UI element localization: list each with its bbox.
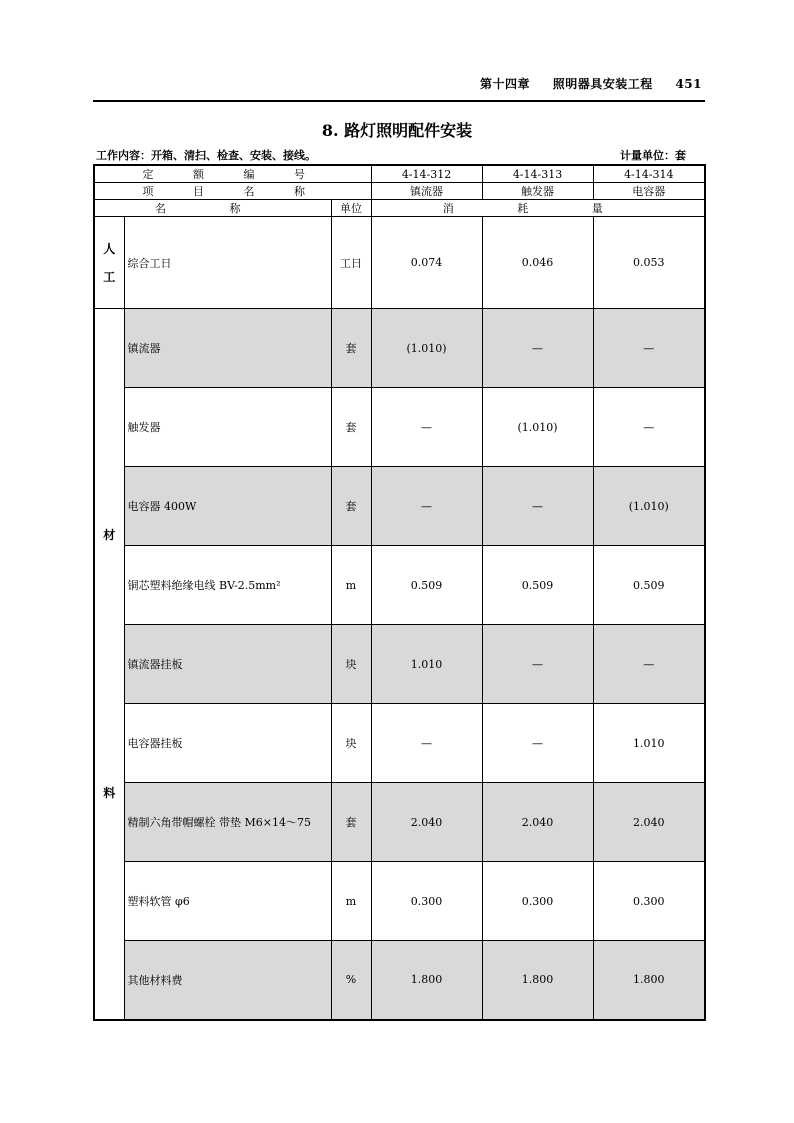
labor-value-1: 0.074 bbox=[371, 217, 482, 309]
header-rule bbox=[93, 100, 705, 102]
material-value: 2.040 bbox=[593, 783, 705, 862]
material-name: 镇流器挂板 bbox=[124, 625, 331, 704]
table-row bbox=[94, 388, 705, 467]
page-number: 451 bbox=[675, 77, 702, 91]
material-unit: 套 bbox=[331, 309, 371, 388]
table-row bbox=[94, 941, 705, 1020]
labor-row bbox=[94, 217, 705, 309]
material-value: 0.509 bbox=[593, 546, 705, 625]
item-name-label: 项 目 名 称 bbox=[94, 183, 371, 200]
labor-value-2: 0.046 bbox=[482, 217, 593, 309]
labor-name: 综合工日 bbox=[124, 217, 331, 309]
material-value: — bbox=[593, 388, 705, 467]
material-value: 0.509 bbox=[371, 546, 482, 625]
table-row bbox=[94, 783, 705, 862]
table-row bbox=[94, 309, 705, 388]
item-name-row bbox=[94, 183, 705, 200]
material-value: 0.300 bbox=[482, 862, 593, 941]
material-value: 1.800 bbox=[371, 941, 482, 1020]
quota-code-3: 4-14-314 bbox=[593, 165, 705, 183]
table-row bbox=[94, 862, 705, 941]
material-category-char: 料 bbox=[103, 785, 116, 800]
material-name: 其他材料费 bbox=[124, 941, 331, 1020]
material-value: — bbox=[371, 467, 482, 546]
material-category-char: 材 bbox=[103, 527, 116, 542]
column-name-3: 电容器 bbox=[593, 183, 705, 200]
material-value: — bbox=[482, 704, 593, 783]
material-value: — bbox=[593, 625, 705, 704]
work-content: 工作内容：开箱、清扫、检查、安装、接线。 bbox=[96, 149, 316, 162]
chapter-title: 照明器具安装工程 bbox=[552, 77, 653, 91]
material-name: 触发器 bbox=[124, 388, 331, 467]
material-unit: 套 bbox=[331, 467, 371, 546]
material-value: — bbox=[482, 467, 593, 546]
labor-value-3: 0.053 bbox=[593, 217, 705, 309]
material-unit: 块 bbox=[331, 625, 371, 704]
material-value: 1.800 bbox=[593, 941, 705, 1020]
material-unit: % bbox=[331, 941, 371, 1020]
material-value: — bbox=[482, 309, 593, 388]
material-name: 电容器 400W bbox=[124, 467, 331, 546]
material-unit: m bbox=[331, 862, 371, 941]
running-header bbox=[462, 75, 702, 92]
name-unit-row bbox=[94, 200, 705, 217]
column-name-1: 镇流器 bbox=[371, 183, 482, 200]
table-row bbox=[94, 546, 705, 625]
material-name: 铜芯塑料绝缘电线 BV-2.5mm² bbox=[124, 546, 331, 625]
material-value: (1.010) bbox=[482, 388, 593, 467]
quota-no-label: 定 额 编 号 bbox=[94, 165, 371, 183]
material-value: — bbox=[371, 388, 482, 467]
material-name: 电容器挂板 bbox=[124, 704, 331, 783]
material-unit: 块 bbox=[331, 704, 371, 783]
unit-label: 单位 bbox=[331, 200, 371, 217]
material-value: 1.010 bbox=[593, 704, 705, 783]
labor-unit: 工日 bbox=[331, 217, 371, 309]
material-unit: m bbox=[331, 546, 371, 625]
material-value: (1.010) bbox=[593, 467, 705, 546]
material-value: 0.300 bbox=[593, 862, 705, 941]
material-name: 塑料软管 φ6 bbox=[124, 862, 331, 941]
unit-note: 计量单位：套 bbox=[620, 149, 686, 162]
material-value: (1.010) bbox=[371, 309, 482, 388]
material-value: — bbox=[482, 625, 593, 704]
table-row bbox=[94, 704, 705, 783]
quota-table bbox=[93, 164, 706, 1021]
material-value: 1.010 bbox=[371, 625, 482, 704]
material-value: 1.800 bbox=[482, 941, 593, 1020]
table-row bbox=[94, 625, 705, 704]
column-name-2: 触发器 bbox=[482, 183, 593, 200]
labor-category bbox=[94, 217, 124, 309]
material-name: 精制六角带帽螺栓 带垫 M6×14～75 bbox=[124, 783, 331, 862]
consumption-label: 消 耗 量 bbox=[371, 200, 705, 217]
material-value: 0.300 bbox=[371, 862, 482, 941]
material-value: 2.040 bbox=[482, 783, 593, 862]
name-label: 名 称 bbox=[94, 200, 331, 217]
material-category bbox=[94, 309, 124, 1020]
material-value: 0.509 bbox=[482, 546, 593, 625]
chapter-number: 第十四章 bbox=[480, 77, 531, 91]
material-value: — bbox=[593, 309, 705, 388]
section-title: 8. 路灯照明配件安装 bbox=[321, 121, 473, 140]
material-value: 2.040 bbox=[371, 783, 482, 862]
labor-category-char: 人 bbox=[103, 241, 116, 256]
labor-category-char: 工 bbox=[103, 269, 116, 284]
material-unit: 套 bbox=[331, 388, 371, 467]
material-name: 镇流器 bbox=[124, 309, 331, 388]
quota-code-1: 4-14-312 bbox=[371, 165, 482, 183]
quota-no-row bbox=[94, 165, 705, 183]
table-row bbox=[94, 467, 705, 546]
material-value: — bbox=[371, 704, 482, 783]
material-unit: 套 bbox=[331, 783, 371, 862]
quota-code-2: 4-14-313 bbox=[482, 165, 593, 183]
